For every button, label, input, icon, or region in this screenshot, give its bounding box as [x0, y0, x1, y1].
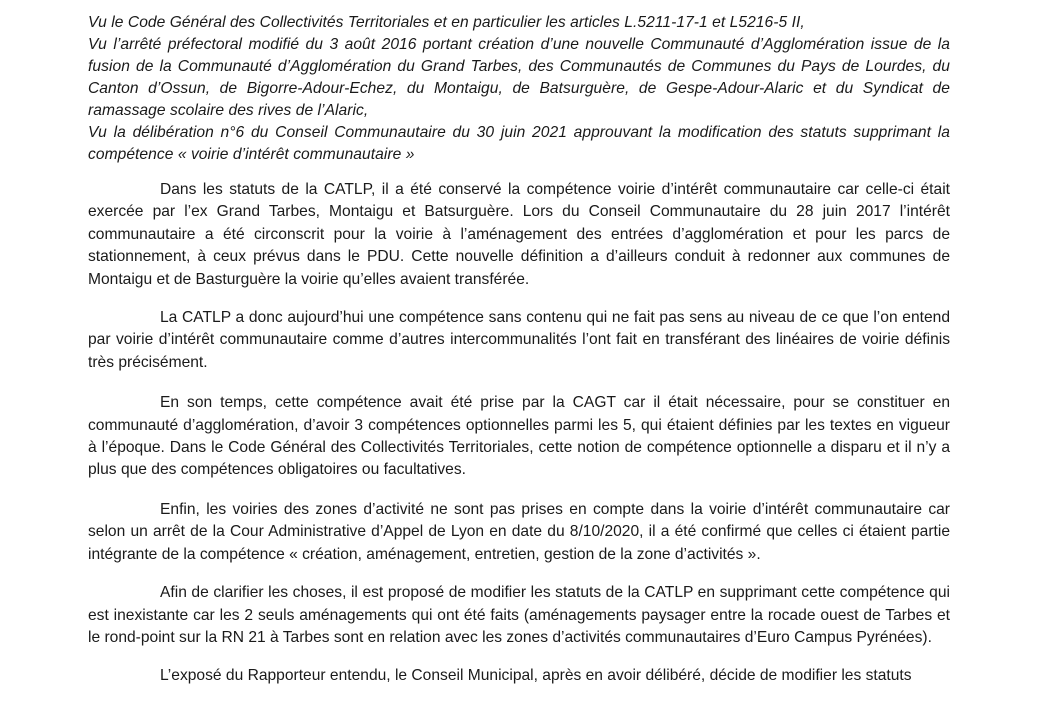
visa-cgct: Vu le Code Général des Collectivités Territoriales et en particulier les articles L.5211-17-1 et L5216-5 II,: [88, 14, 805, 31]
visa-deliberation: Vu la délibération n°6 du Conseil Communautaire du 30 juin 2021 approuvant la modification des statuts supprimant la compétence « voirie d’intérêt communautaire »: [88, 124, 950, 163]
legal-references: [88, 12, 950, 166]
paragraph-competence-sans-contenu: La CATLP a donc aujourd’hui une compétence sans contenu qui ne fait pas sens au niveau de ce que l’on entend par voirie d’intérêt communautaire comme d’autres intercommunalités l’ont fait en transférant des linéaires de voirie définis très précisément.: [88, 309, 950, 371]
document-body: [88, 179, 950, 704]
paragraph-historique-cagt: En son temps, cette compétence avait été prise par la CAGT car il était nécessaire, pour se constituer en communauté d’agglomération, d’avoir 3 compétences optionnelles parmi les 5, qui étaient définies par les textes en vigueur à l’époque. Dans le Code Général des Collectivités Territoriales, cette notion de compétence optionnelle a disparu et il n’y a plus que des compétences obligatoires ou facultatives.: [88, 394, 950, 479]
paragraph-decision: L’exposé du Rapporteur entendu, le Conseil Municipal, après en avoir délibéré, décide de modifier les statuts: [160, 667, 912, 685]
paragraph-proposition: Afin de clarifier les choses, il est proposé de modifier les statuts de la CATLP en supprimant cette compétence qui est inexistante car les 2 seuls aménagements qui ont été faits (aménagements paysager entre la rocade ouest de Tarbes et le rond-point sur la RN 21 à Tarbes sont en relation avec les zones d’activités communautaires d’Euro Campus Pyrénées).: [88, 584, 950, 646]
paragraph-zones-activite: Enfin, les voiries des zones d’activité ne sont pas prises en compte dans la voirie d’intérêt communautaire car selon un arrêt de la Cour Administrative d’Appel de Lyon en date du 8/10/2020, il a été confirmé que celles ci étaient partie intégrante de la compétence « création, aménagement, entretien, gestion de la zone d’activités ».: [88, 500, 950, 563]
paragraph-statuts: Dans les statuts de la CATLP, il a été conservé la compétence voirie d’intérêt communautaire car celle-ci était exercée par l’ex Grand Tarbes, Montaigu et Batsurguère. Lors du Conseil Communautaire du 28 juin 2017 l’intérêt communautaire a été circonscrit pour la voirie à l’aménagement des entrées d’agglomération et pour les parcs de stationnement, à ceux prévus dans le PDU. Cette nouvelle définition a d’ailleurs conduit à redonner aux communes de Montaigu et de Basturguère la voirie qu’elles avaient transférée.: [88, 181, 950, 288]
visa-arrete-prefectoral: Vu l’arrêté préfectoral modifié du 3 août 2016 portant création d’une nouvelle Communauté d’Agglomération issue de la fusion de la Communauté d’Agglomération du Grand Tarbes, des Communautés de Communes du Pays de Lourdes, du Canton d’Ossun, de Bigorre-Adour-Echez, du Montaigu, de Batsurguère, de Gespe-Adour-Alaric et du Syndicat de ramassage scolaire des rives de l’Alaric,: [88, 36, 950, 119]
